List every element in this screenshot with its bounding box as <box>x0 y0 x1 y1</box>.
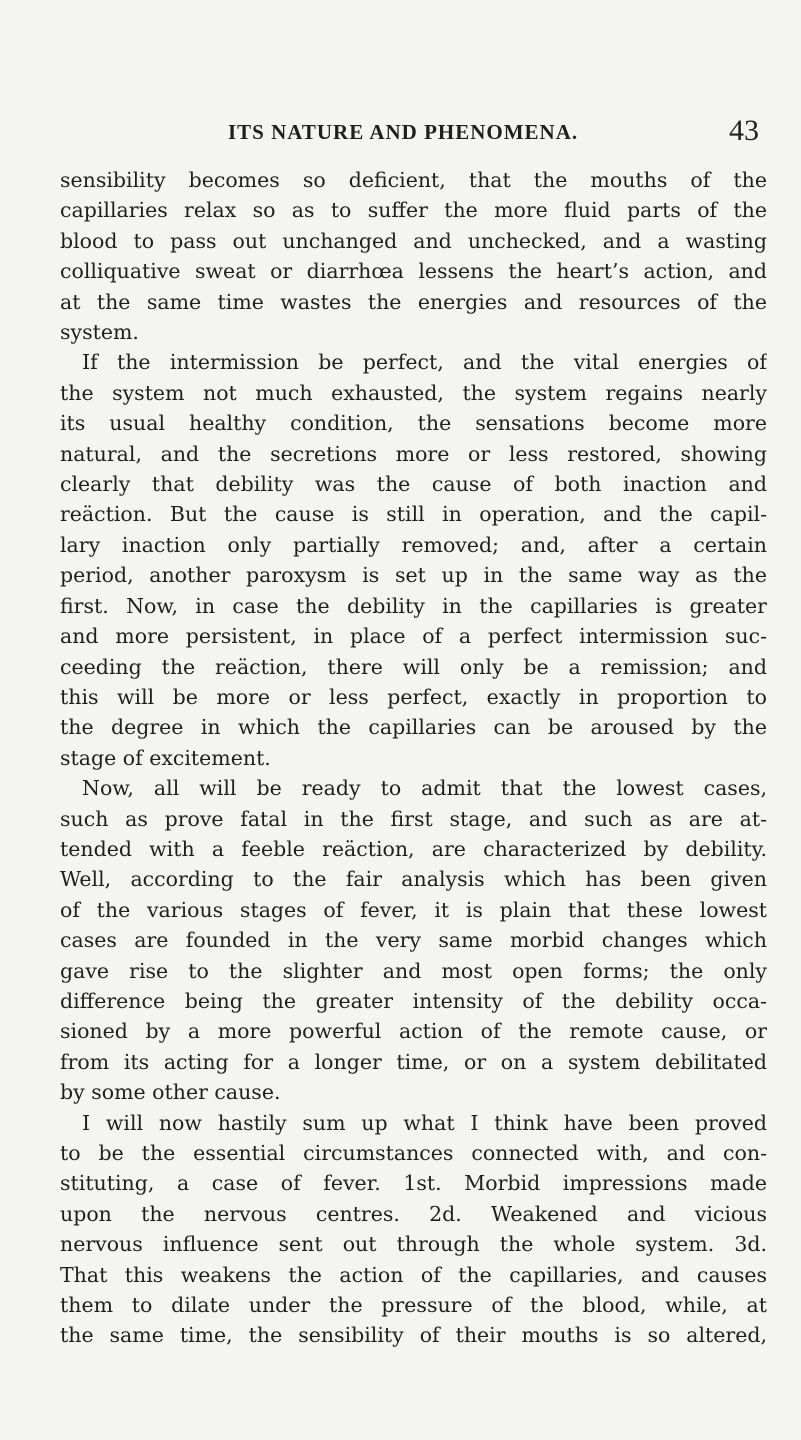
text-line: gave rise to the slighter and most open forms; the only <box>60 958 767 983</box>
text-line: the degree in which the capillaries can be aroused by the <box>60 715 767 740</box>
text-line: tended with a feeble reäction, are characterized by debility. <box>60 836 767 861</box>
text-line: system. <box>60 320 139 345</box>
text-line: period, another paroxysm is set up in the same way as the <box>60 563 767 588</box>
text-line: stituting, a case of fever. 1st. Morbid impressions made <box>60 1171 767 1196</box>
text-line: Well, according to the fair analysis which has been given <box>60 867 767 892</box>
text-line: them to dilate under the pressure of the blood, while, at <box>60 1293 767 1318</box>
text-line: lary inaction only partially removed; and, after a certain <box>60 532 767 557</box>
text-line: ceeding the reäction, there will only be a remission; and <box>60 654 767 679</box>
text-line: nervous influence sent out through the whole system. 3d. <box>60 1232 767 1257</box>
text-line: from its acting for a longer time, or on a system debilitated <box>60 1049 767 1074</box>
text-line: to be the essential circumstances connected with, and con- <box>60 1141 767 1165</box>
text-line: sioned by a more powerful action of the remote cause, or <box>60 1019 767 1044</box>
text-line: cases are founded in the very same morbid changes which <box>60 928 767 953</box>
page-number: 43 <box>729 114 759 147</box>
text-line: capillaries relax so as to suffer the more fluid parts of the <box>60 198 767 223</box>
text-line: this will be more or less perfect, exactly in proportion to <box>60 684 767 709</box>
text-line: such as prove fatal in the first stage, and such as are at- <box>60 806 767 831</box>
running-header <box>228 112 759 152</box>
text-line: That this weakens the action of the capillaries, and causes <box>60 1262 767 1287</box>
text-line: reäction. But the cause is still in operation, and the capil- <box>60 502 767 527</box>
text-line: colliquative sweat or diarrhœa lessens the heart’s action, and <box>60 259 767 284</box>
text-line: the system not much exhausted, the system regains nearly <box>60 380 767 405</box>
text-line: blood to pass out unchanged and unchecked, and a wasting <box>60 228 767 253</box>
text-line: sensibility becomes so deficient, that the mouths of the <box>60 168 767 192</box>
text-line: the same time, the sensibility of their mouths is so altered, <box>60 1323 767 1348</box>
text-line: its usual healthy condition, the sensations become more <box>60 411 767 436</box>
text-line: I will now hastily sum up what I think have been proved <box>82 1110 767 1135</box>
text-line: and more persistent, in place of a perfect intermission suc- <box>60 624 767 649</box>
text-line: difference being the greater intensity of the debility occa- <box>60 988 767 1013</box>
text-line: at the same time wastes the energies and resources of the <box>60 289 767 314</box>
text-line: of the various stages of fever, it is plain that these lowest <box>60 897 767 922</box>
text-line: Now, all will be ready to admit that the lowest cases, <box>82 776 767 801</box>
running-title: ITS NATURE AND PHENOMENA. <box>228 120 579 144</box>
text-line: natural, and the secretions more or less restored, showing <box>60 441 767 466</box>
text-line: upon the nervous centres. 2d. Weakened and vicious <box>60 1201 767 1226</box>
text-line: first. Now, in case the debility in the capillaries is greater <box>60 593 767 618</box>
body-text <box>60 165 767 1351</box>
text-line: If the intermission be perfect, and the vital energies of <box>82 350 767 375</box>
text-line: stage of excitement. <box>60 745 271 770</box>
text-line: clearly that debility was the cause of both inaction and <box>60 472 767 497</box>
text-line: by some other cause. <box>60 1080 281 1105</box>
